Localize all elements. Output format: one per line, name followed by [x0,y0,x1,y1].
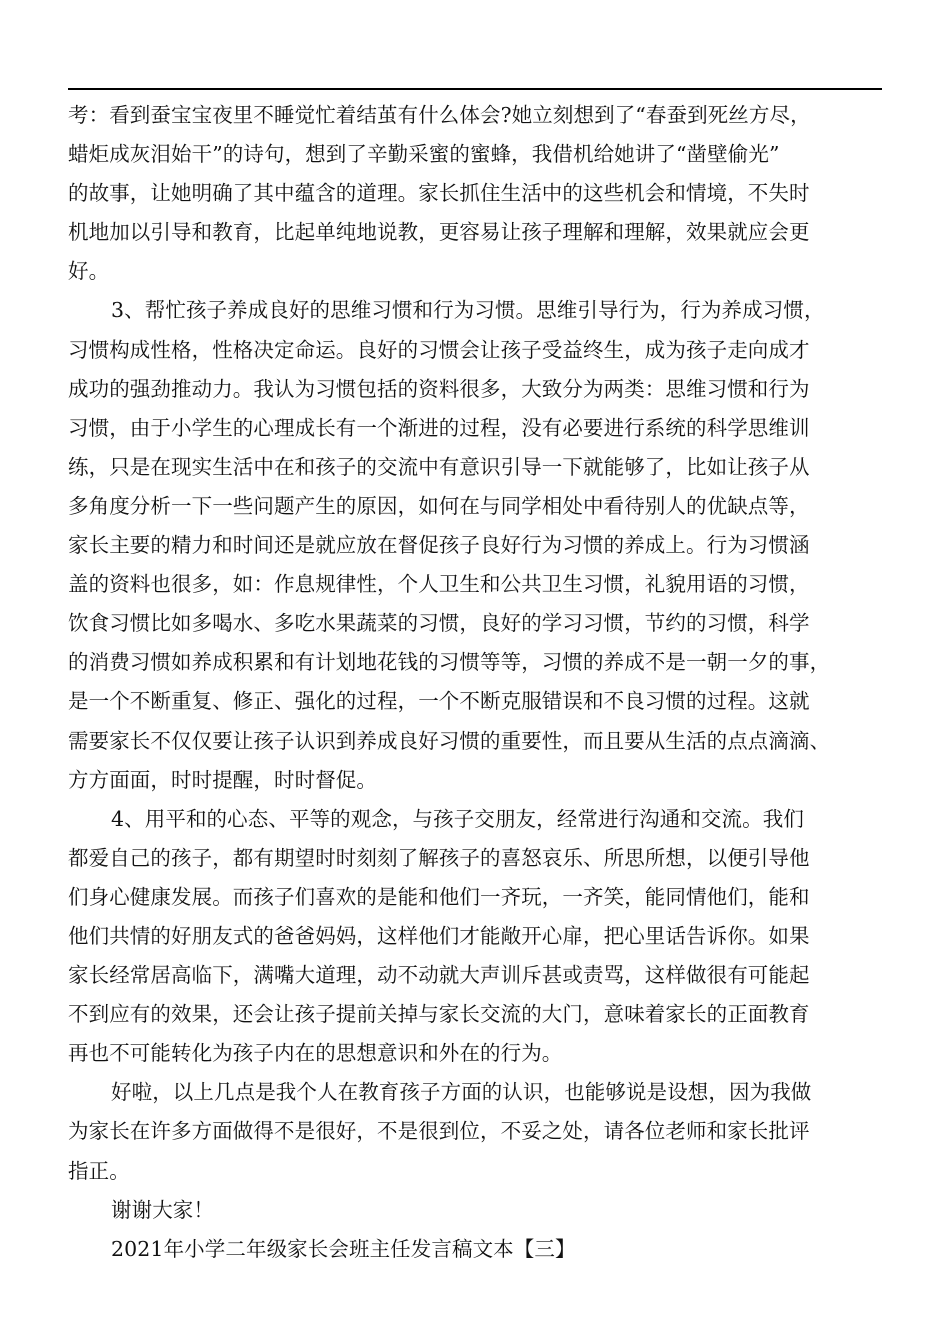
text-line: 谢谢大家！ [111,1197,214,1222]
text-line: 们身心健康发展。而孩子们喜欢的是能和他们一齐玩，一齐笑，能同情他们，能和 [68,884,810,909]
text-line: 都爱自己的孩子，都有期望时时刻刻了解孩子的喜怒哀乐、所思所想，以便引导他 [68,845,810,870]
text-line: 4、用平和的心态、平等的观念，与孩子交朋友，经常进行沟通和交流。我们 [111,806,804,831]
text-line: 好啦，以上几点是我个人在教育孩子方面的认识，也能够说是设想，因为我做 [111,1080,812,1105]
text-line: 指正。 [68,1158,130,1183]
header-rule [68,88,882,90]
text-line: 练，只是在现实生活中在和孩子的交流中有意识引导一下就能够了，比如让孩子从 [68,454,810,479]
text-line: 的故事，让她明确了其中蕴含的道理。家长抓住生活中的这些机会和情境，不失时 [68,181,810,206]
text-line: 成功的强劲推动力。我认为习惯包括的资料很多，大致分为两类：思维习惯和行为 [68,376,810,401]
text-line: 多角度分析一下一些问题产生的原因，如何在与同学相处中看待别人的优缺点等， [68,493,810,518]
text-line: 他们共情的好朋友式的爸爸妈妈，这样他们才能敞开心扉，把心里话告诉你。如果 [68,923,810,948]
text-line: 蜡炬成灰泪始干”的诗句，想到了辛勤采蜜的蜜蜂，我借机给她讲了“凿壁偷光” [68,142,780,167]
text-line: 盖的资料也很多，如：作息规律性，个人卫生和公共卫生习惯，礼貌用语的习惯， [68,572,810,597]
text-line: 不到应有的效果，还会让孩子提前关掉与家长交流的大门，意味着家长的正面教育 [68,1002,810,1027]
text-line: 家长经常居高临下，满嘴大道理，动不动就大声训斥甚或责骂，这样做很有可能起 [68,963,810,988]
text-line: 为家长在许多方面做得不是很好，不是很到位，不妥之处，请各位老师和家长批评 [68,1119,810,1144]
text-line: 再也不可能转化为孩子内在的思想意识和外在的行为。 [68,1041,563,1066]
text-line: 的消费习惯如养成积累和有计划地花钱的习惯等等，习惯的养成不是一朝一夕的事， [68,650,831,675]
text-line: 饮食习惯比如多喝水、多吃水果蔬菜的习惯，良好的学习习惯，节约的习惯，科学 [68,611,810,636]
text-line: 机地加以引导和教育，比起单纯地说教，更容易让孩子理解和理解，效果就应会更 [68,220,810,245]
text-line: 考：看到蚕宝宝夜里不睡觉忙着结茧有什么体会?她立刻想到了“春蚕到死丝方尽， [68,103,811,127]
document-body [68,96,896,1269]
text-line: 2021年小学二年级家长会班主任发言稿文本【三】 [111,1236,576,1261]
text-line: 3、帮忙孩子养成良好的思维习惯和行为习惯。思维引导行为，行为养成习惯， [111,298,825,323]
text-line: 方方面面，时时提醒，时时督促。 [68,767,377,792]
text-line: 好。 [68,259,110,284]
text-line: 是一个不断重复、修正、强化的过程，一个不断克服错误和不良习惯的过程。这就 [68,689,810,714]
text-line: 习惯构成性格，性格决定命运。良好的习惯会让孩子受益终生，成为孩子走向成才 [68,337,810,362]
text-line: 习惯，由于小学生的心理成长有一个渐进的过程，没有必要进行系统的科学思维训 [68,415,810,440]
text-line: 需要家长不仅仅要让孩子认识到养成良好习惯的重要性，而且要从生活的点点滴滴、 [68,728,831,753]
text-line: 家长主要的精力和时间还是就应放在督促孩子良好行为习惯的养成上。行为习惯涵 [68,533,810,558]
